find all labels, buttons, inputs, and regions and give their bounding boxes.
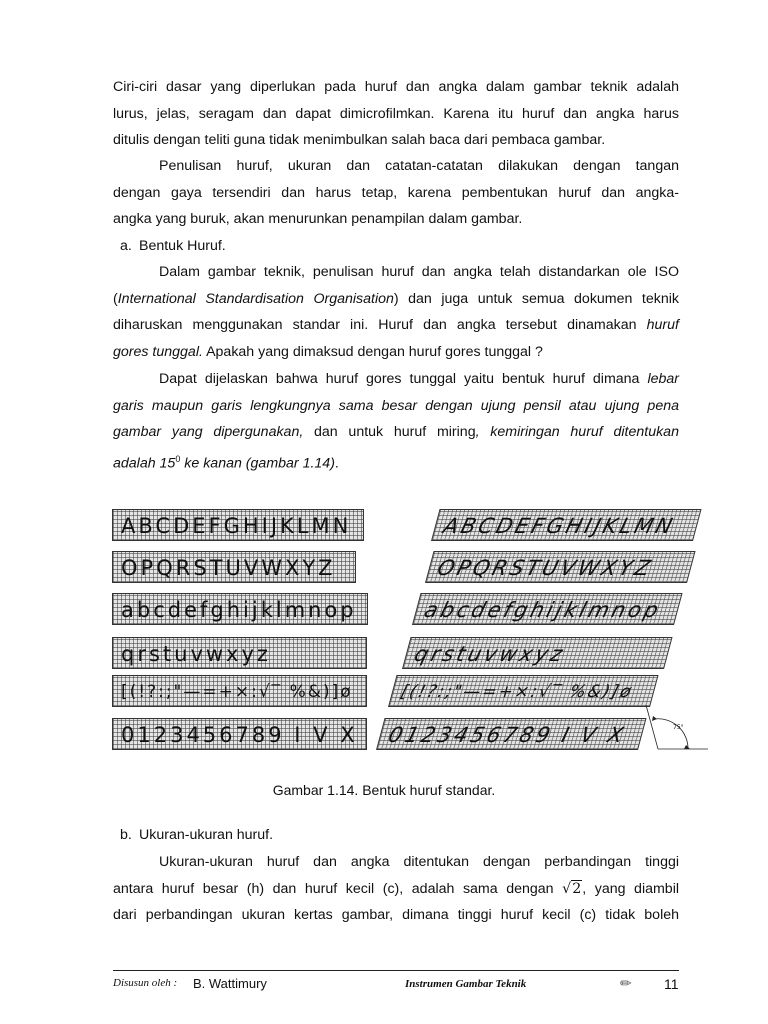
slanted-strip-2: OPQRSTUVWXYZ <box>425 551 696 583</box>
upright-strip-1: ABCDEFGHIJKLMN <box>112 509 364 541</box>
text-line: angka yang buruk, akan menurunkan penampilan dalam gambar. <box>113 211 523 227</box>
text-line: garis maupun garis lengkungnya sama besar dengan ujung pensil atau ujung pena <box>113 397 679 414</box>
text-line: Penulisan huruf, ukuran dan catatan-catatan dilakukan dengan tangan <box>159 158 679 174</box>
paragraph-2 <box>113 153 679 233</box>
text-line: (International Standardisation Organisation) dan juga untuk semua dokumen teknik <box>113 290 679 307</box>
list-item-b <box>113 822 679 849</box>
slanted-strip-1: ABCDEFGHIJKLMN <box>431 509 702 541</box>
text-line: Ukuran-ukuran huruf dan angka ditentukan dengan perbandingan tinggi <box>159 854 679 870</box>
paragraph-3 <box>113 259 679 365</box>
text-line: Ciri-ciri dasar yang diperlukan pada huruf dan angka dalam gambar teknik adalah <box>113 79 679 95</box>
list-item-a <box>113 233 679 260</box>
sqrt-symbol: √2 <box>562 880 582 897</box>
text-line: dengan gaya tersendiri dan harus tetap, karena pembentukan huruf dan angka- <box>113 184 679 201</box>
footer-title: Instrumen Gambar Teknik <box>405 978 527 990</box>
footer-author-name: B. Wattimury <box>193 976 267 991</box>
figure-caption: Gambar 1.14. Bentuk huruf standar. <box>272 782 496 798</box>
slanted-strip-4: qrstuvwxyz <box>402 637 673 669</box>
text-line: dari perbandingan ukuran kertas gambar, dimana tinggi huruf kecil (c) tidak boleh <box>113 907 679 923</box>
slanted-strip-5: [(!?:;"—=+×:√‾ %&)]ø <box>388 675 659 707</box>
text-line: gores tunggal. Apakah yang dimaksud dengan huruf gores tunggal ? <box>113 343 543 360</box>
upright-strip-6: 0123456789 I V X <box>112 718 367 750</box>
text-line: antara huruf besar (h) dan huruf kecil (c), adalah sama dengan √2, yang diambil <box>113 880 679 897</box>
paragraph-1 <box>113 74 679 154</box>
paragraph-4 <box>113 366 679 472</box>
text-line: adalah $15^0$ ke kanan (gambar 1.14). <box>113 453 339 472</box>
lettering-figure <box>110 505 695 755</box>
upright-strip-2: OPQRSTUVWXYZ <box>112 551 356 583</box>
list-item-text: Ukuran-ukuran huruf. <box>139 827 274 843</box>
list-item-text: Bentuk Huruf. <box>139 238 226 254</box>
slanted-strip-6: 0123456789 I V X <box>376 718 647 750</box>
footer-rule <box>113 970 679 971</box>
footer-author-label: Disusun oleh : <box>113 977 178 989</box>
upright-strip-5: [(!?:;"—=+×:√‾ %&)]ø <box>112 675 367 707</box>
text-line: ditulis dengan teliti guna tidak menimbulkan salah baca dari pembaca gambar. <box>113 132 606 148</box>
angle-label: 75° <box>673 724 684 731</box>
slanted-strip-3: abcdefghijklmnop <box>412 593 683 625</box>
text-line: gambar yang dipergunakan, dan untuk huruf miring, kemiringan huruf ditentukan <box>113 424 679 440</box>
upright-strip-4: qrstuvwxyz <box>112 637 367 669</box>
page-number: 11 <box>664 976 679 992</box>
text-line: Dalam gambar teknik, penulisan huruf dan angka telah distandarkan ole ISO <box>159 264 679 280</box>
list-label: b. <box>120 827 132 843</box>
list-label: a. <box>120 238 132 254</box>
pencil-icon: ✏ <box>620 975 632 991</box>
upright-strip-3: abcdefghijklmnop <box>112 593 368 625</box>
text-line: diharuskan menggunakan standar ini. Huruf dan angka tersebut dinamakan huruf <box>113 317 679 333</box>
text-line: lurus, jelas, seragam dan dapat dimicrofilmkan. Karena itu huruf dan angka harus <box>113 105 679 122</box>
paragraph-5 <box>113 849 679 929</box>
text-line: Dapat dijelaskan bahwa huruf gores tunggal yaitu bentuk huruf dimana lebar <box>159 371 679 387</box>
